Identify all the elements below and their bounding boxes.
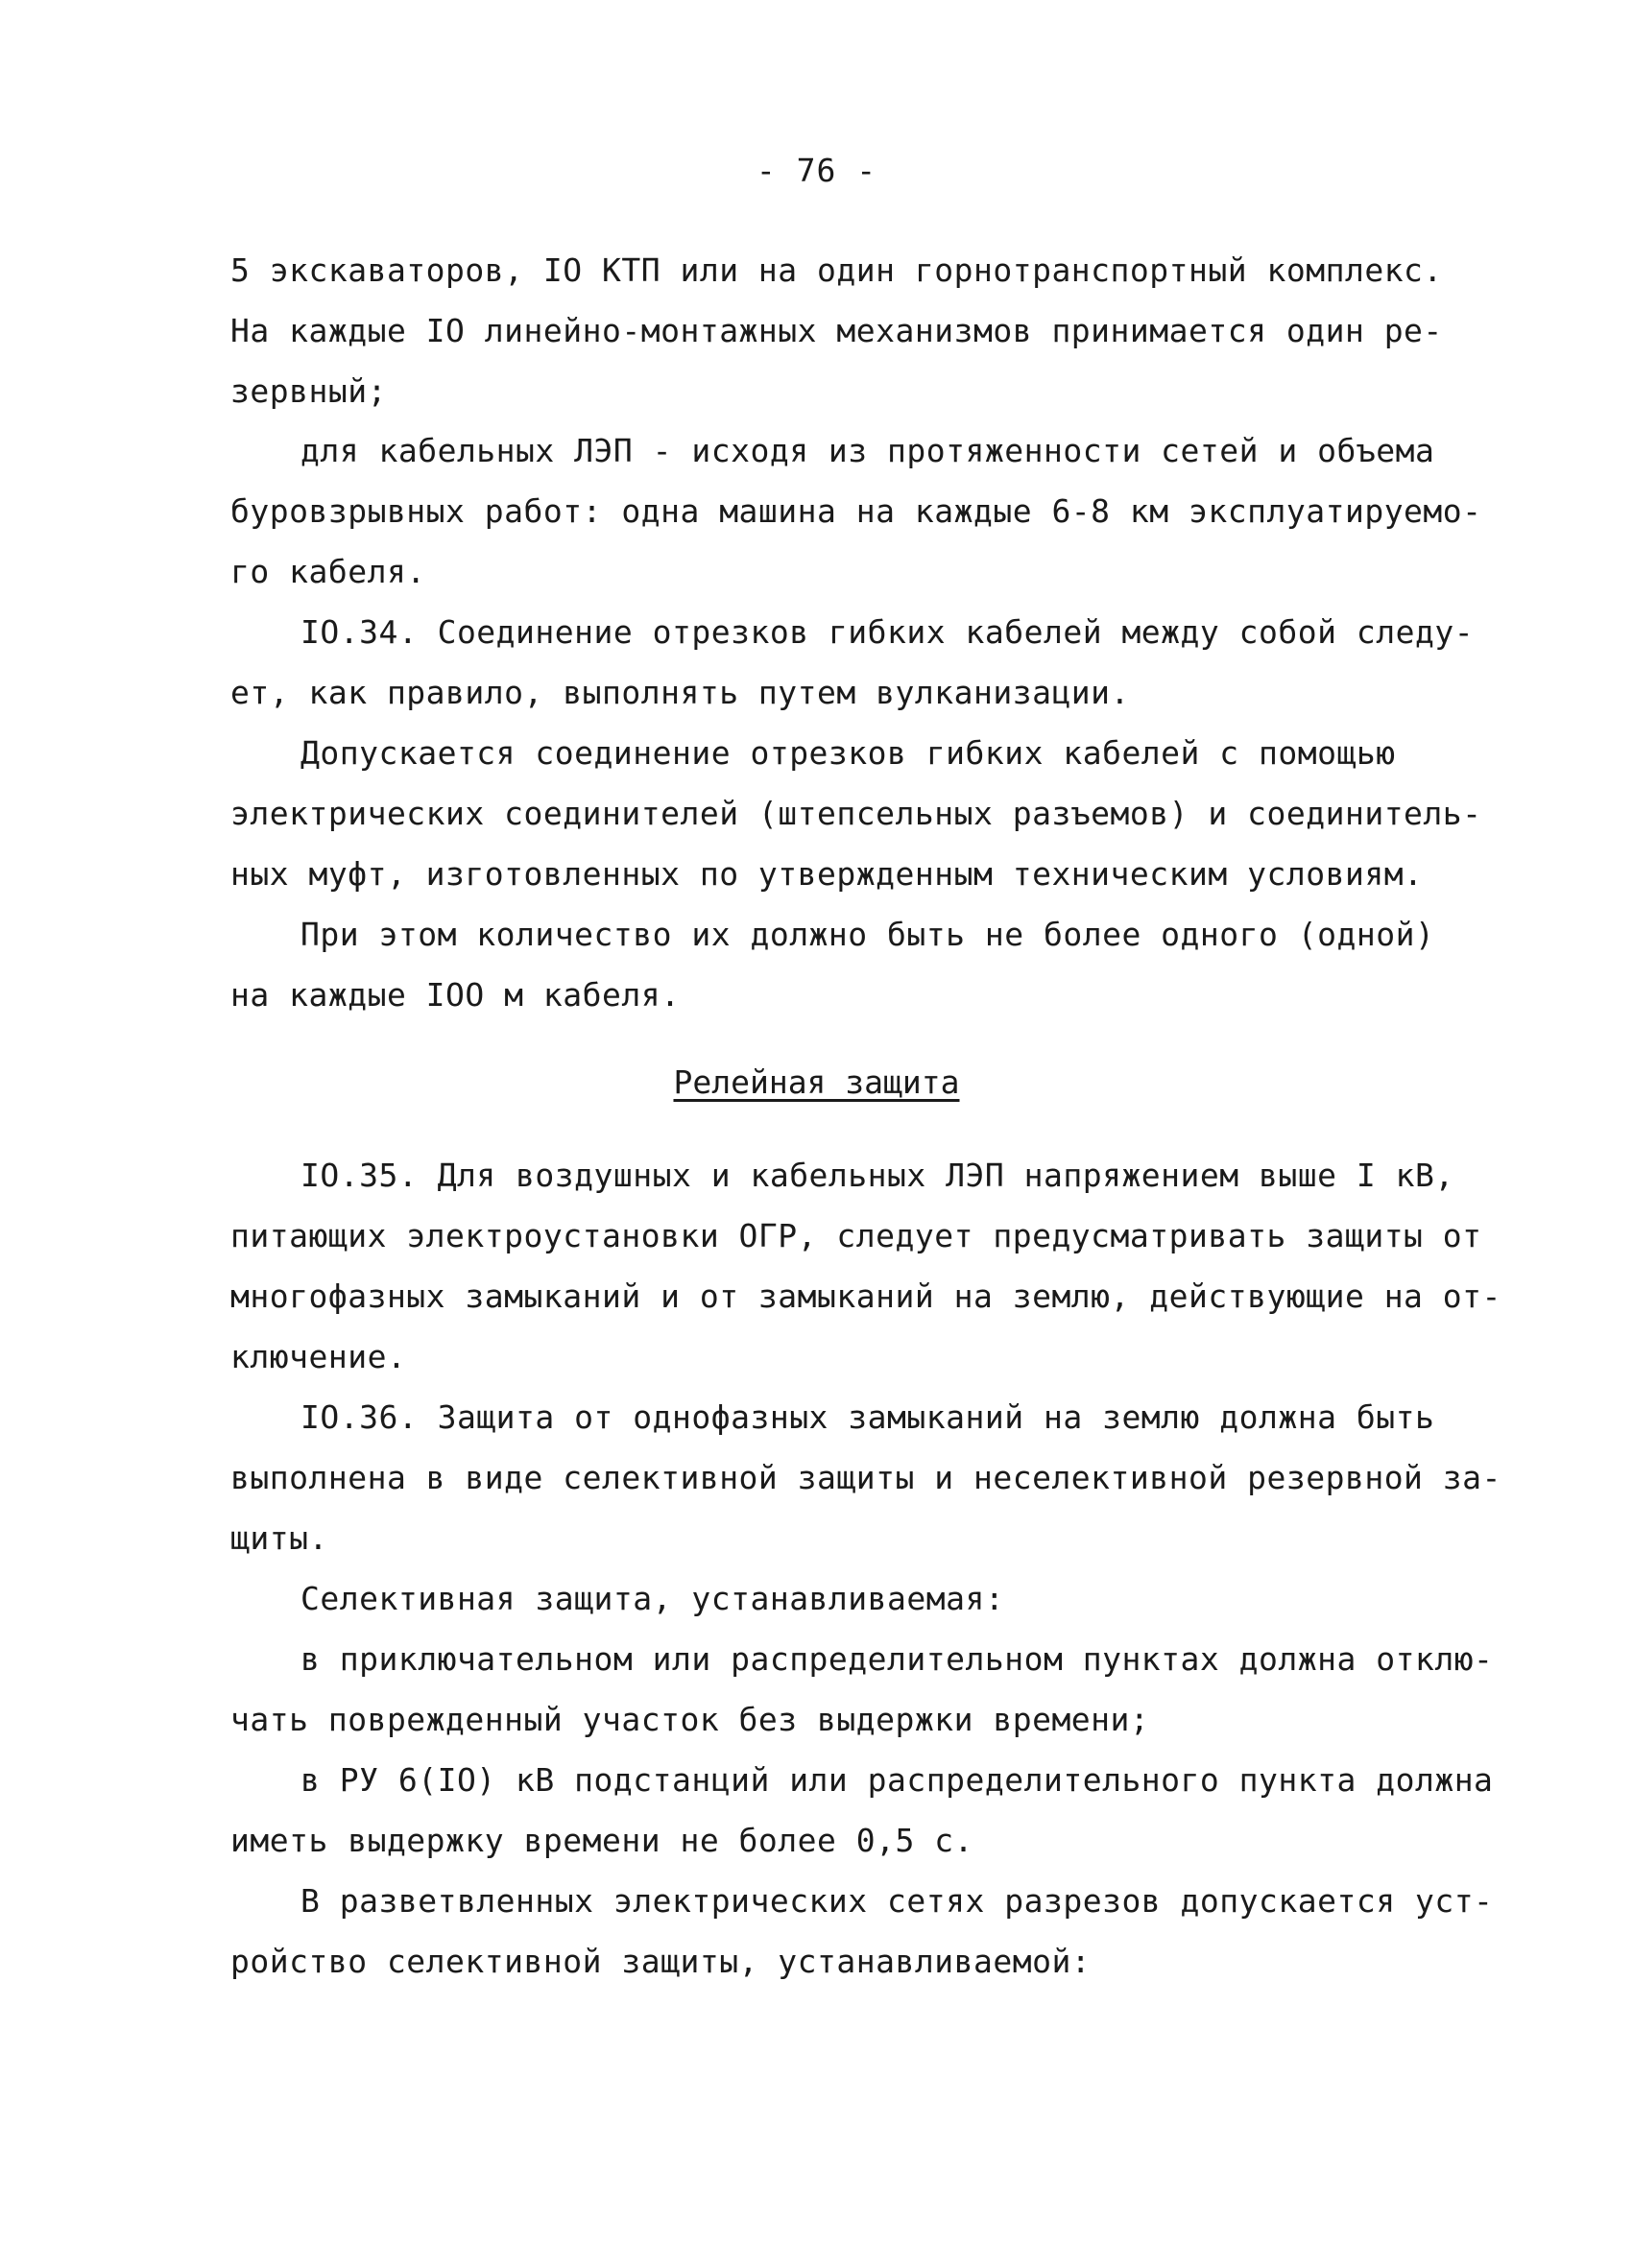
text-line: в РУ 6(IO) кВ подстанций или распределительного пункта должна [300,1761,1494,1799]
text-line: иметь выдержку времени не более 0,5 с. [230,1822,973,1859]
text-line: выполнена в виде селективной защиты и неселективной резервной за- [230,1459,1501,1496]
text-line: 5 экскаваторов, IO КТП или на один горнотранспортный комплекс. [230,251,1443,289]
text-line: ключение. [230,1338,407,1375]
text-line: многофазных замыканий и от замыканий на землю, действующие на от- [230,1277,1501,1315]
text-line: IO.35. Для воздушных и кабельных ЛЭП напряжением выше I кВ, [300,1157,1454,1194]
text-line: При этом количество их должно быть не более одного (одной) [300,916,1435,953]
text-line: щиты. [230,1519,328,1557]
text-line: питающих электроустановки ОГР, следует предусматривать защиты от [230,1217,1482,1254]
text-line: чать поврежденный участок без выдержки времени; [230,1701,1150,1738]
text-line: в приключательном или распределительном пунктах должна отклю- [300,1640,1494,1678]
text-line: буровзрывных работ: одна машина на каждые 6-8 км эксплуатируемо- [230,492,1482,530]
text-line: На каждые IO линейно-монтажных механизмов принимается один ре- [230,312,1443,349]
text-line: Селективная защита, устанавливаемая: [300,1580,1005,1617]
text-line: ных муфт, изготовленных по утвержденным техническим условиям. [230,855,1424,893]
text-line: для кабельных ЛЭП - исходя из протяженности сетей и объема [300,432,1435,469]
section-heading-text: Релейная защита [673,1063,960,1101]
text-line: электрических соединителей (штепсельных разъемов) и соединитель- [230,795,1482,832]
text-line: зервный; [230,372,387,410]
text-line: IO.34. Соединение отрезков гибких кабелей между собой следу- [300,613,1475,651]
text-line: го кабеля. [230,553,426,590]
text-line: ет, как правило, выполнять путем вулканизации. [230,674,1130,711]
section-heading [0,1063,1633,1102]
text-line: на каждые IOO м кабеля. [230,976,681,1014]
text-line: Допускается соединение отрезков гибких кабелей с помощью [300,734,1396,772]
text-line: В разветвленных электрических сетях разрезов допускается уст- [300,1882,1494,1920]
page-number: - 76 - [756,152,877,189]
text-line: ройство селективной защиты, устанавливаемой: [230,1943,1092,1980]
text-line: IO.36. Защита от однофазных замыканий на землю должна быть [300,1398,1435,1436]
